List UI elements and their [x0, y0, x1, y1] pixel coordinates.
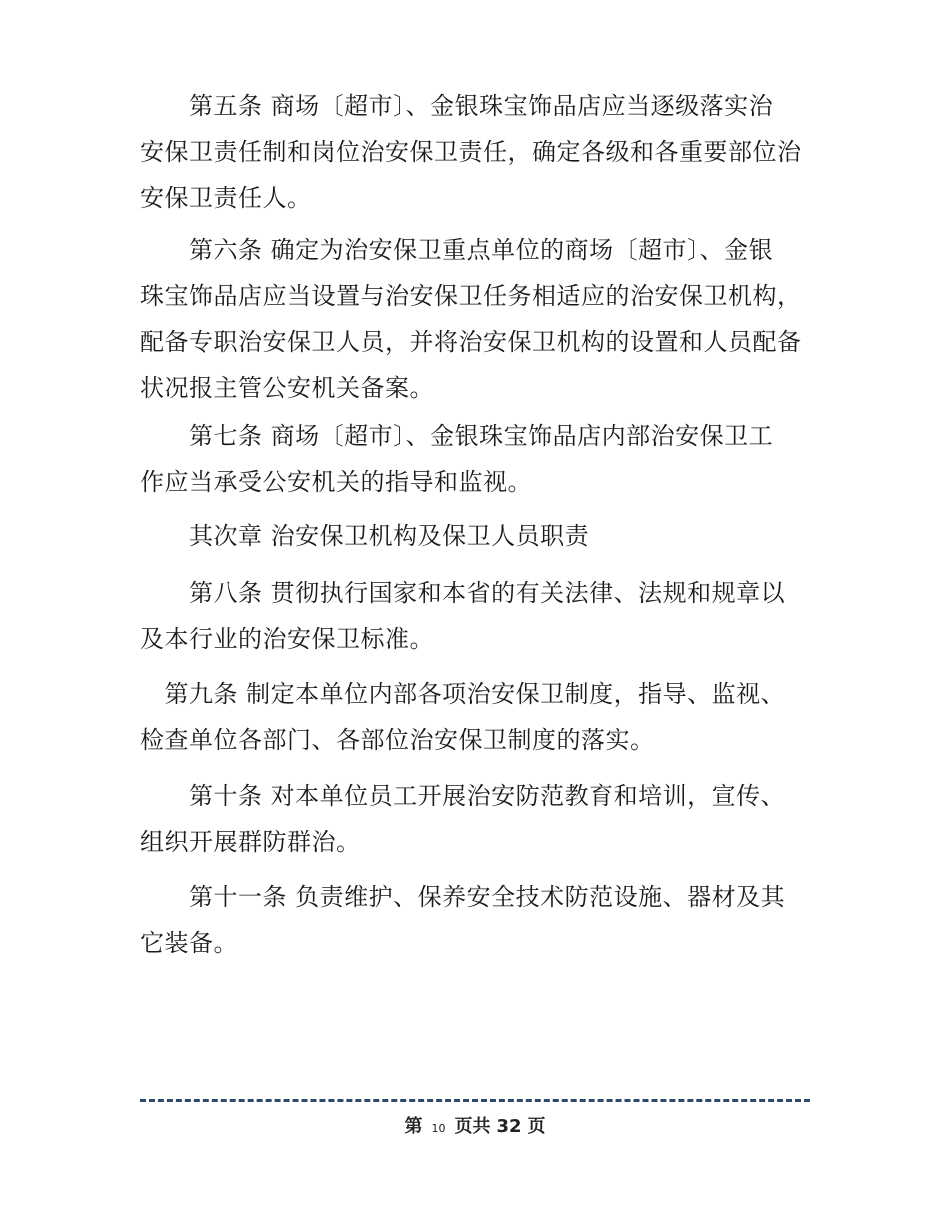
text-line: 第五条 商场〔超市〕、金银珠宝饰品店应当逐级落实治 [140, 92, 774, 120]
chapter-heading [140, 513, 812, 559]
paragraph-article-9 [140, 671, 812, 763]
text-line: 安保卫责任制和岗位治安保卫责任，确定各级和各重要部位治 [140, 138, 802, 166]
paragraph-article-6 [140, 227, 812, 411]
text-line: 检查单位各部门、各部位治安保卫制度的落实。 [140, 726, 655, 754]
paragraph-article-5 [140, 83, 812, 221]
page-number: 10 [431, 1122, 446, 1135]
text-line: 及本行业的治安保卫标准。 [140, 625, 434, 653]
text-line: 状况报主管公安机关备案。 [140, 374, 434, 402]
paragraph-article-8 [140, 570, 812, 662]
text-line: 安保卫责任人。 [140, 184, 312, 212]
text-line: 其次章 治安保卫机构及保卫人员职责 [140, 522, 590, 550]
text-line: 作应当承受公安机关的指导和监视。 [140, 468, 532, 496]
paragraph-article-7 [140, 413, 812, 505]
text-line: 第十条 对本单位员工开展治安防范教育和培训，宣传、 [140, 782, 786, 810]
text-line: 珠宝饰品店应当设置与治安保卫任务相适应的治安保卫机构， [140, 282, 802, 310]
text-line: 配备专职治安保卫人员，并将治安保卫机构的设置和人员配备 [140, 328, 802, 356]
page-footer [0, 1112, 950, 1138]
footer-middle: 页共 [454, 1116, 491, 1137]
text-line: 第九条 制定本单位内部各项治安保卫制度，指导、监视、 [140, 680, 786, 708]
text-line: 第十一条 负责维护、保养安全技术防范设施、器材及其 [140, 883, 786, 911]
total-pages: 32 [496, 1116, 522, 1137]
footer-prefix: 第 [404, 1116, 423, 1137]
footer-suffix: 页 [527, 1116, 546, 1137]
text-line: 第七条 商场〔超市〕、金银珠宝饰品店内部治安保卫工 [140, 422, 774, 450]
text-line: 组织开展群防群治。 [140, 828, 361, 856]
text-line: 第八条 贯彻执行国家和本省的有关法律、法规和规章以 [140, 579, 786, 607]
paragraph-article-11 [140, 874, 812, 966]
paragraph-article-10 [140, 773, 812, 865]
text-line: 它装备。 [140, 929, 238, 957]
text-line: 第六条 确定为治安保卫重点单位的商场〔超市〕、金银 [140, 236, 774, 264]
footer-divider [140, 1099, 810, 1102]
